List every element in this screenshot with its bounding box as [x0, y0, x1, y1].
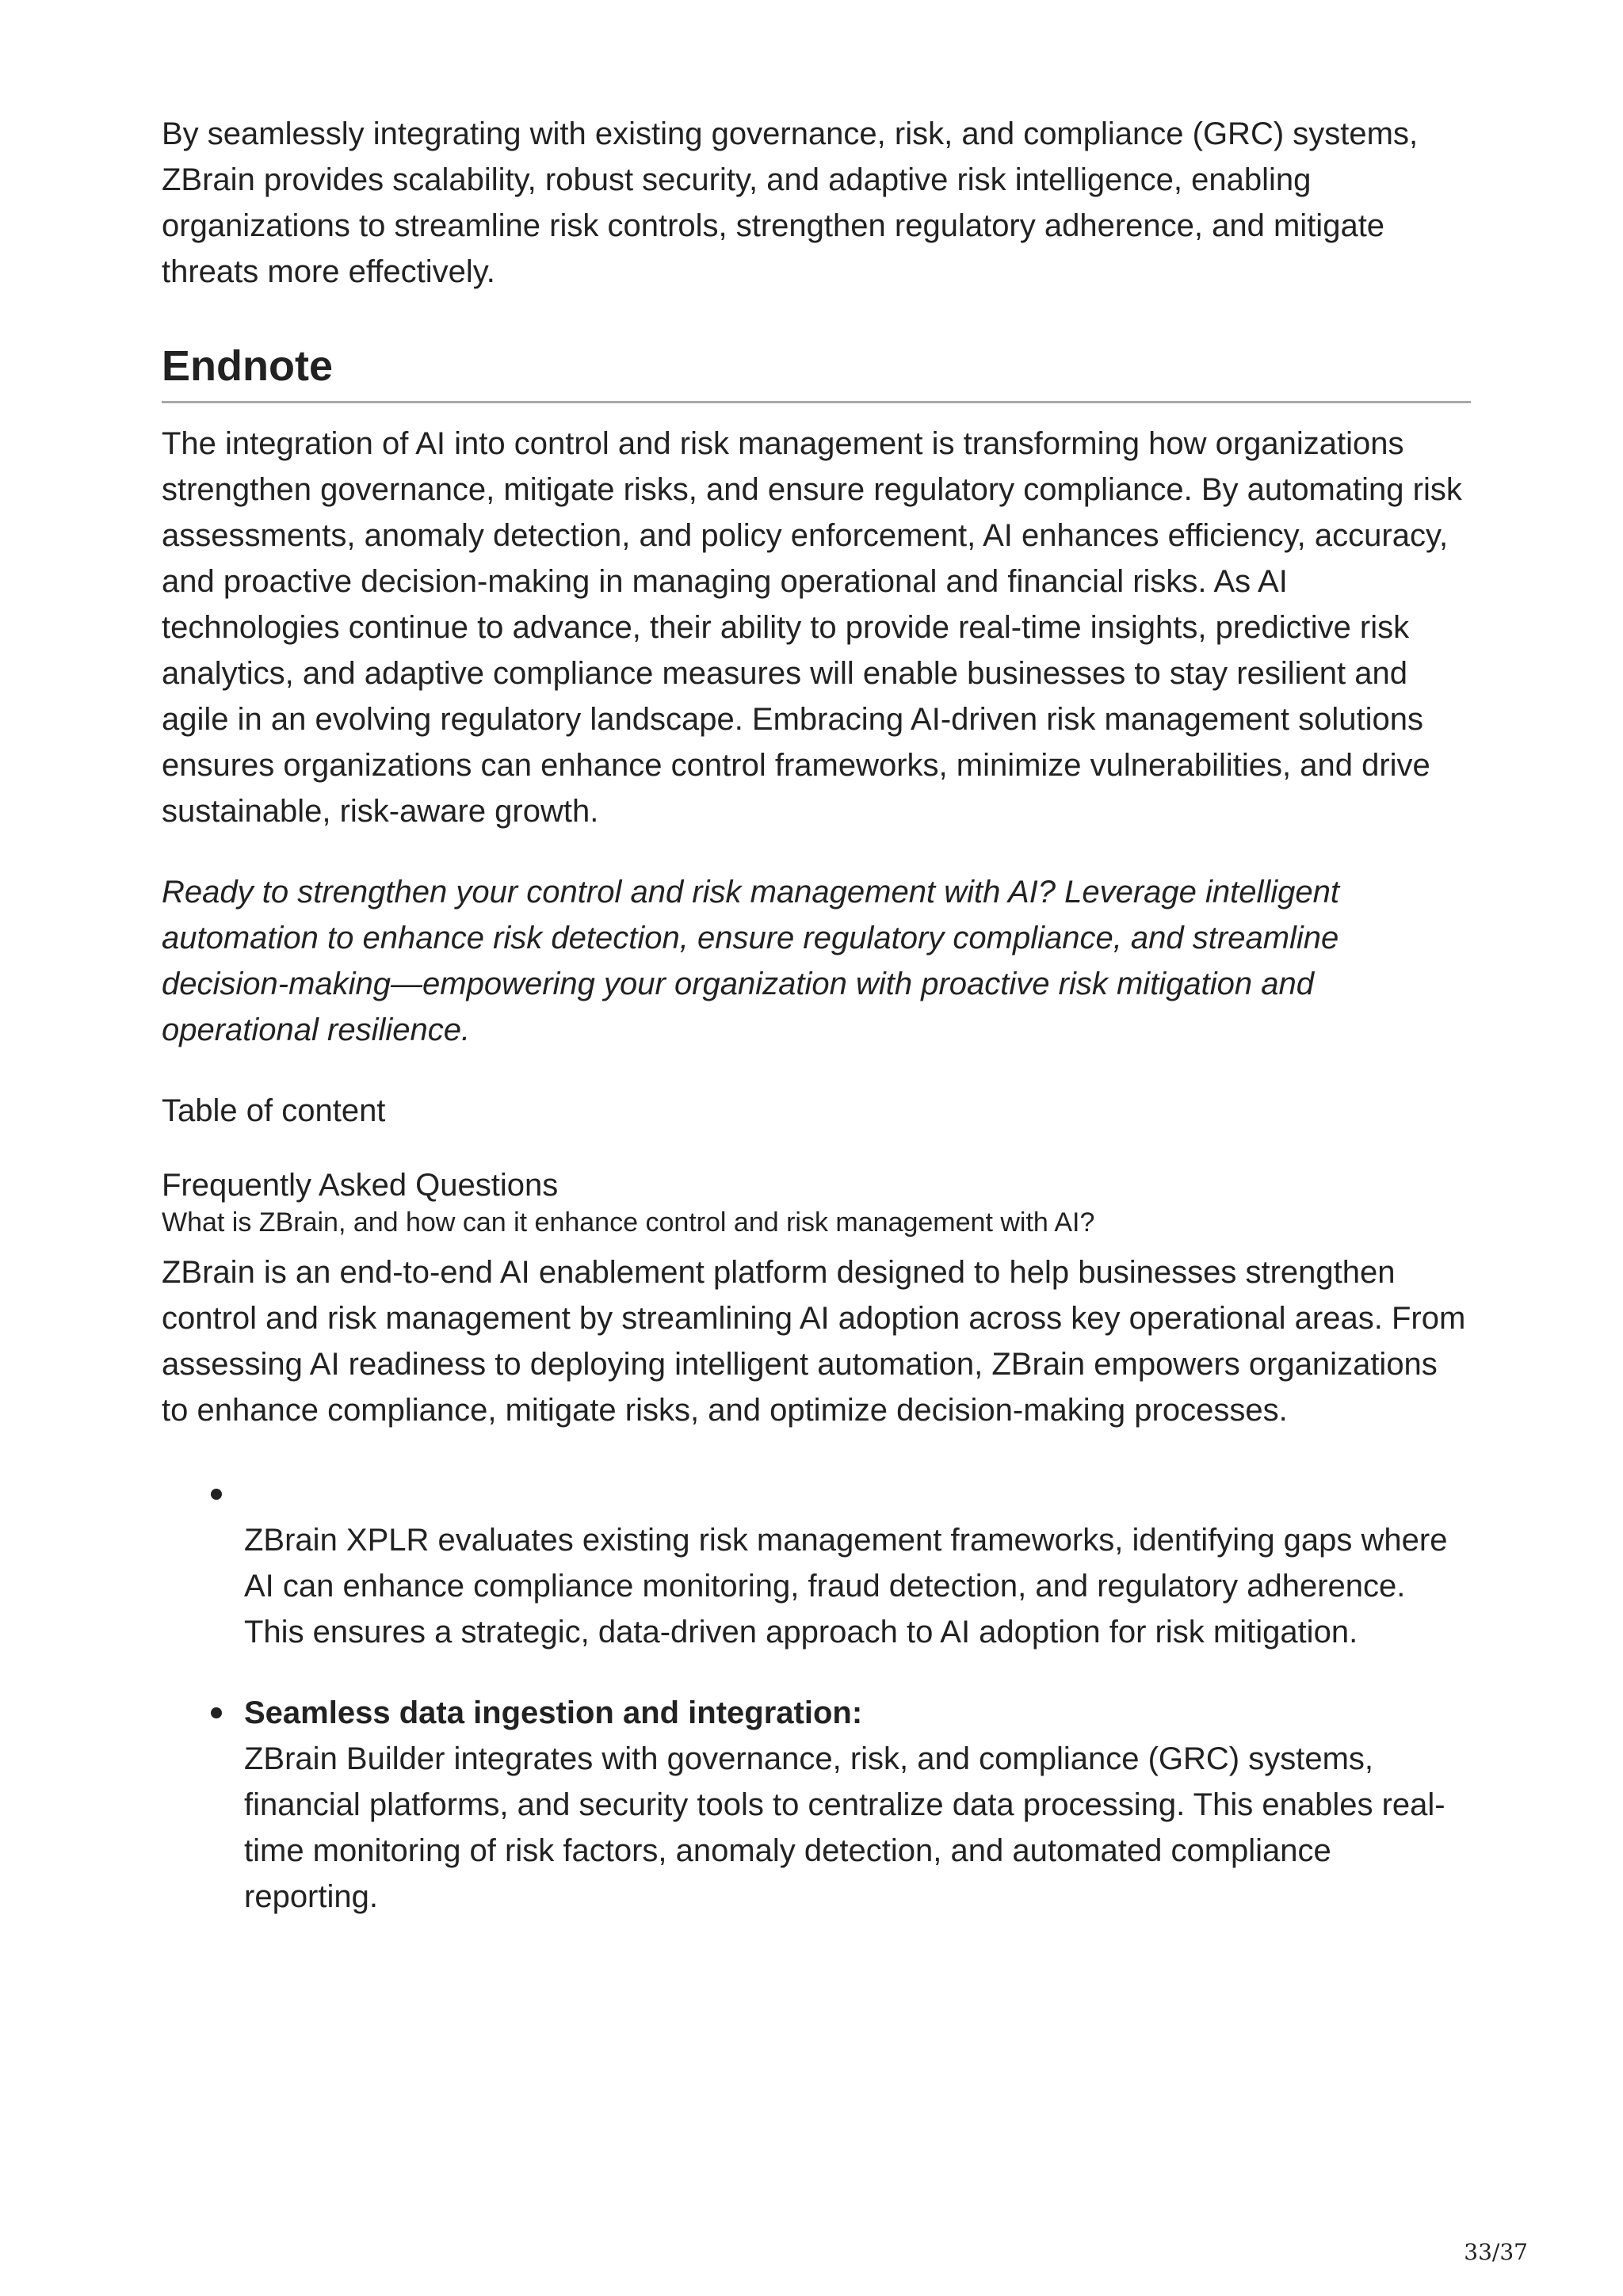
faq-question[interactable]: What is ZBrain, and how can it enhance control and risk management with AI? [162, 1207, 1095, 1238]
list-item [244, 1690, 1471, 1920]
bullet-icon [211, 1489, 222, 1500]
faq-answer: ZBrain is an end-to-end AI enablement platform designed to help businesses strengthen control and risk management by streamlining AI adoption across key operational areas. From assessing AI readiness to deploying intelligent automation, ZBrain empowers organizations to enhance compliance, mitigate risks, and optimize decision-making processes. [162, 1255, 1466, 1428]
faq-title: Frequently Asked Questions [162, 1168, 559, 1203]
bullet-icon [211, 1707, 222, 1718]
call-to-action-text: Ready to strengthen your control and risk management with AI? Leverage intelligent automation to enhance risk detection, ensure regulatory compliance, and streamline decision-making—empowering your organization with proactive risk mitigation and operational resilience. [162, 875, 1340, 1047]
list-item-title: Seamless data ingestion and integration: [244, 1695, 863, 1730]
page-number: 33/37 [1464, 2239, 1528, 2265]
intro-paragraph: By seamlessly integrating with existing governance, risk, and compliance (GRC) systems, ZBrain provides scalability, robust security, and adaptive risk intelligence, enabling organizations to streamline risk controls, strengthen regulatory adherence, and mitigate threats more effectively. [162, 116, 1419, 289]
endnote-paragraph: The integration of AI into control and risk management is transforming how organizations strengthen governance, mitigate risks, and ensure regulatory compliance. By automating risk assessments, anomaly detection, and policy enforcement, AI enhances efficiency, accuracy, and proactive decision-making in managing operational and financial risks. As AI technologies continue to advance, their ability to provide real-time insights, predictive risk analytics, and adaptive compliance measures will enable businesses to stay resilient and agile in an evolving regulatory landscape. Embracing AI-driven risk management solutions ensures organizations can enhance control frameworks, minimize vulnerabilities, and drive sustainable, risk-aware growth. [162, 426, 1462, 829]
feature-list [162, 1471, 1471, 1920]
document-page [162, 111, 1471, 1955]
list-item-text: ZBrain XPLR evaluates existing risk management frameworks, identifying gaps where AI can enhance compliance monitoring, fraud detection, and regulatory adherence. This ensures a strategic, data-driven approach to AI adoption for risk mitigation. [244, 1523, 1448, 1650]
list-item-title [244, 1471, 1471, 1517]
list-item-text: ZBrain Builder integrates with governance, risk, and compliance (GRC) systems, financial platforms, and security tools to centralize data processing. This enables real-time monitoring of risk factors, anomaly detection, and automated compliance reporting. [244, 1741, 1445, 1914]
list-item [244, 1471, 1471, 1655]
table-of-content-label[interactable]: Table of content [162, 1093, 386, 1128]
endnote-heading: Endnote [162, 341, 1471, 403]
